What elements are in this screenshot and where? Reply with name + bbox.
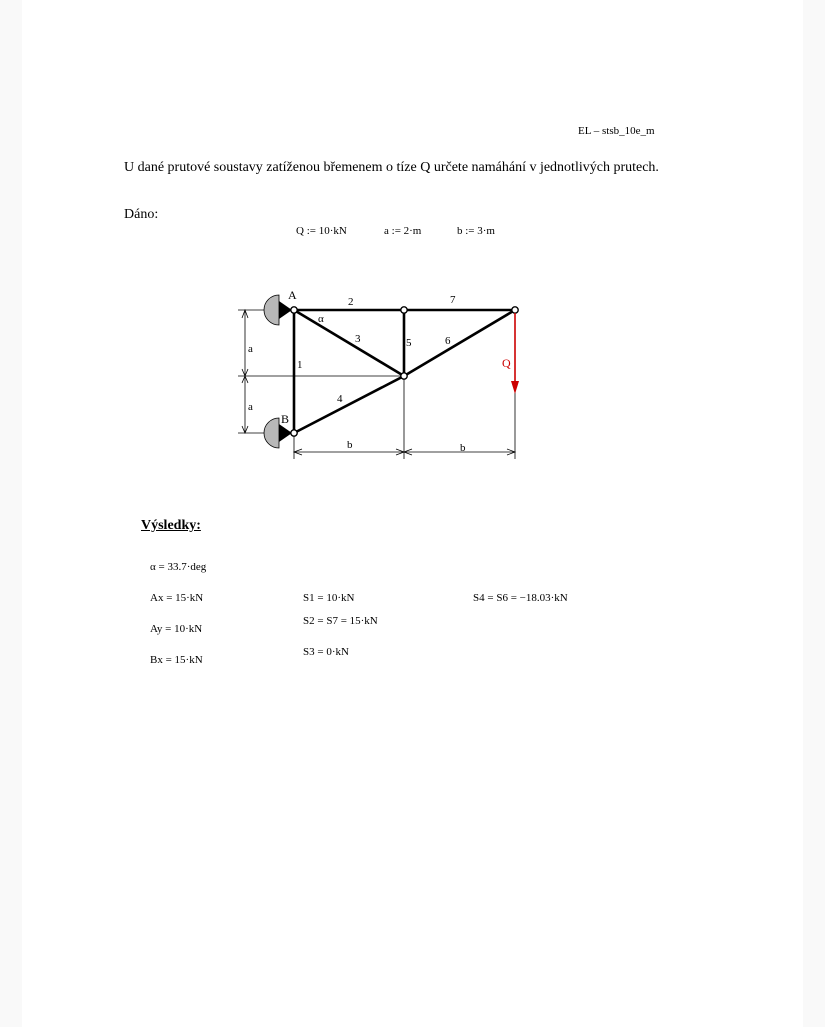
- load-arrow: [511, 313, 519, 394]
- result-s1: S1 = 10·kN: [303, 592, 355, 604]
- result-bx: Bx = 15·kN: [150, 654, 203, 666]
- problem-statement: U dané prutové soustavy zatíženou břemenem o tíze Q určete namáhání v jednotlivých prutech.: [124, 160, 659, 175]
- result-s4-s6: S4 = S6 = −18.03·kN: [473, 592, 568, 604]
- member-3: [294, 310, 404, 376]
- dim-label-a-upper: a: [248, 343, 253, 355]
- joint-top-middle: [401, 307, 407, 313]
- result-s3: S3 = 0·kN: [303, 646, 349, 658]
- member-label-7: 7: [450, 294, 456, 306]
- member-label-1: 1: [297, 359, 303, 371]
- joint-lower-middle: [401, 373, 407, 379]
- joint-tip: [512, 307, 518, 313]
- member-label-5: 5: [406, 337, 412, 349]
- given-label: Dáno:: [124, 207, 159, 222]
- given-a: a := 2·m: [384, 225, 422, 237]
- dim-label-b-left: b: [347, 439, 353, 451]
- member-label-6: 6: [445, 335, 451, 347]
- joint-a: [291, 307, 297, 313]
- given-q: Q := 10·kN: [296, 225, 347, 237]
- result-ax: Ax = 15·kN: [150, 592, 204, 604]
- results-heading: Výsledky:: [141, 518, 201, 533]
- node-label-a: A: [288, 288, 297, 302]
- member-6: [404, 310, 515, 376]
- angle-label: α: [318, 313, 324, 325]
- dim-label-a-lower: a: [248, 401, 253, 413]
- dim-label-b-right: b: [460, 442, 466, 454]
- result-s2-s7: S2 = S7 = 15·kN: [303, 615, 378, 627]
- result-ay: Ay = 10·kN: [150, 623, 203, 635]
- document-id: EL – stsb_10e_m: [578, 125, 655, 137]
- member-label-4: 4: [337, 393, 343, 405]
- node-label-b: B: [281, 412, 290, 426]
- member-label-2: 2: [348, 296, 354, 308]
- member-label-3: 3: [355, 333, 361, 345]
- result-alpha: α = 33.7·deg: [150, 561, 207, 573]
- load-label: Q: [502, 356, 511, 370]
- truss-members: [294, 310, 515, 433]
- given-b: b := 3·m: [457, 225, 495, 237]
- member-4: [294, 376, 404, 433]
- joint-b: [291, 430, 297, 436]
